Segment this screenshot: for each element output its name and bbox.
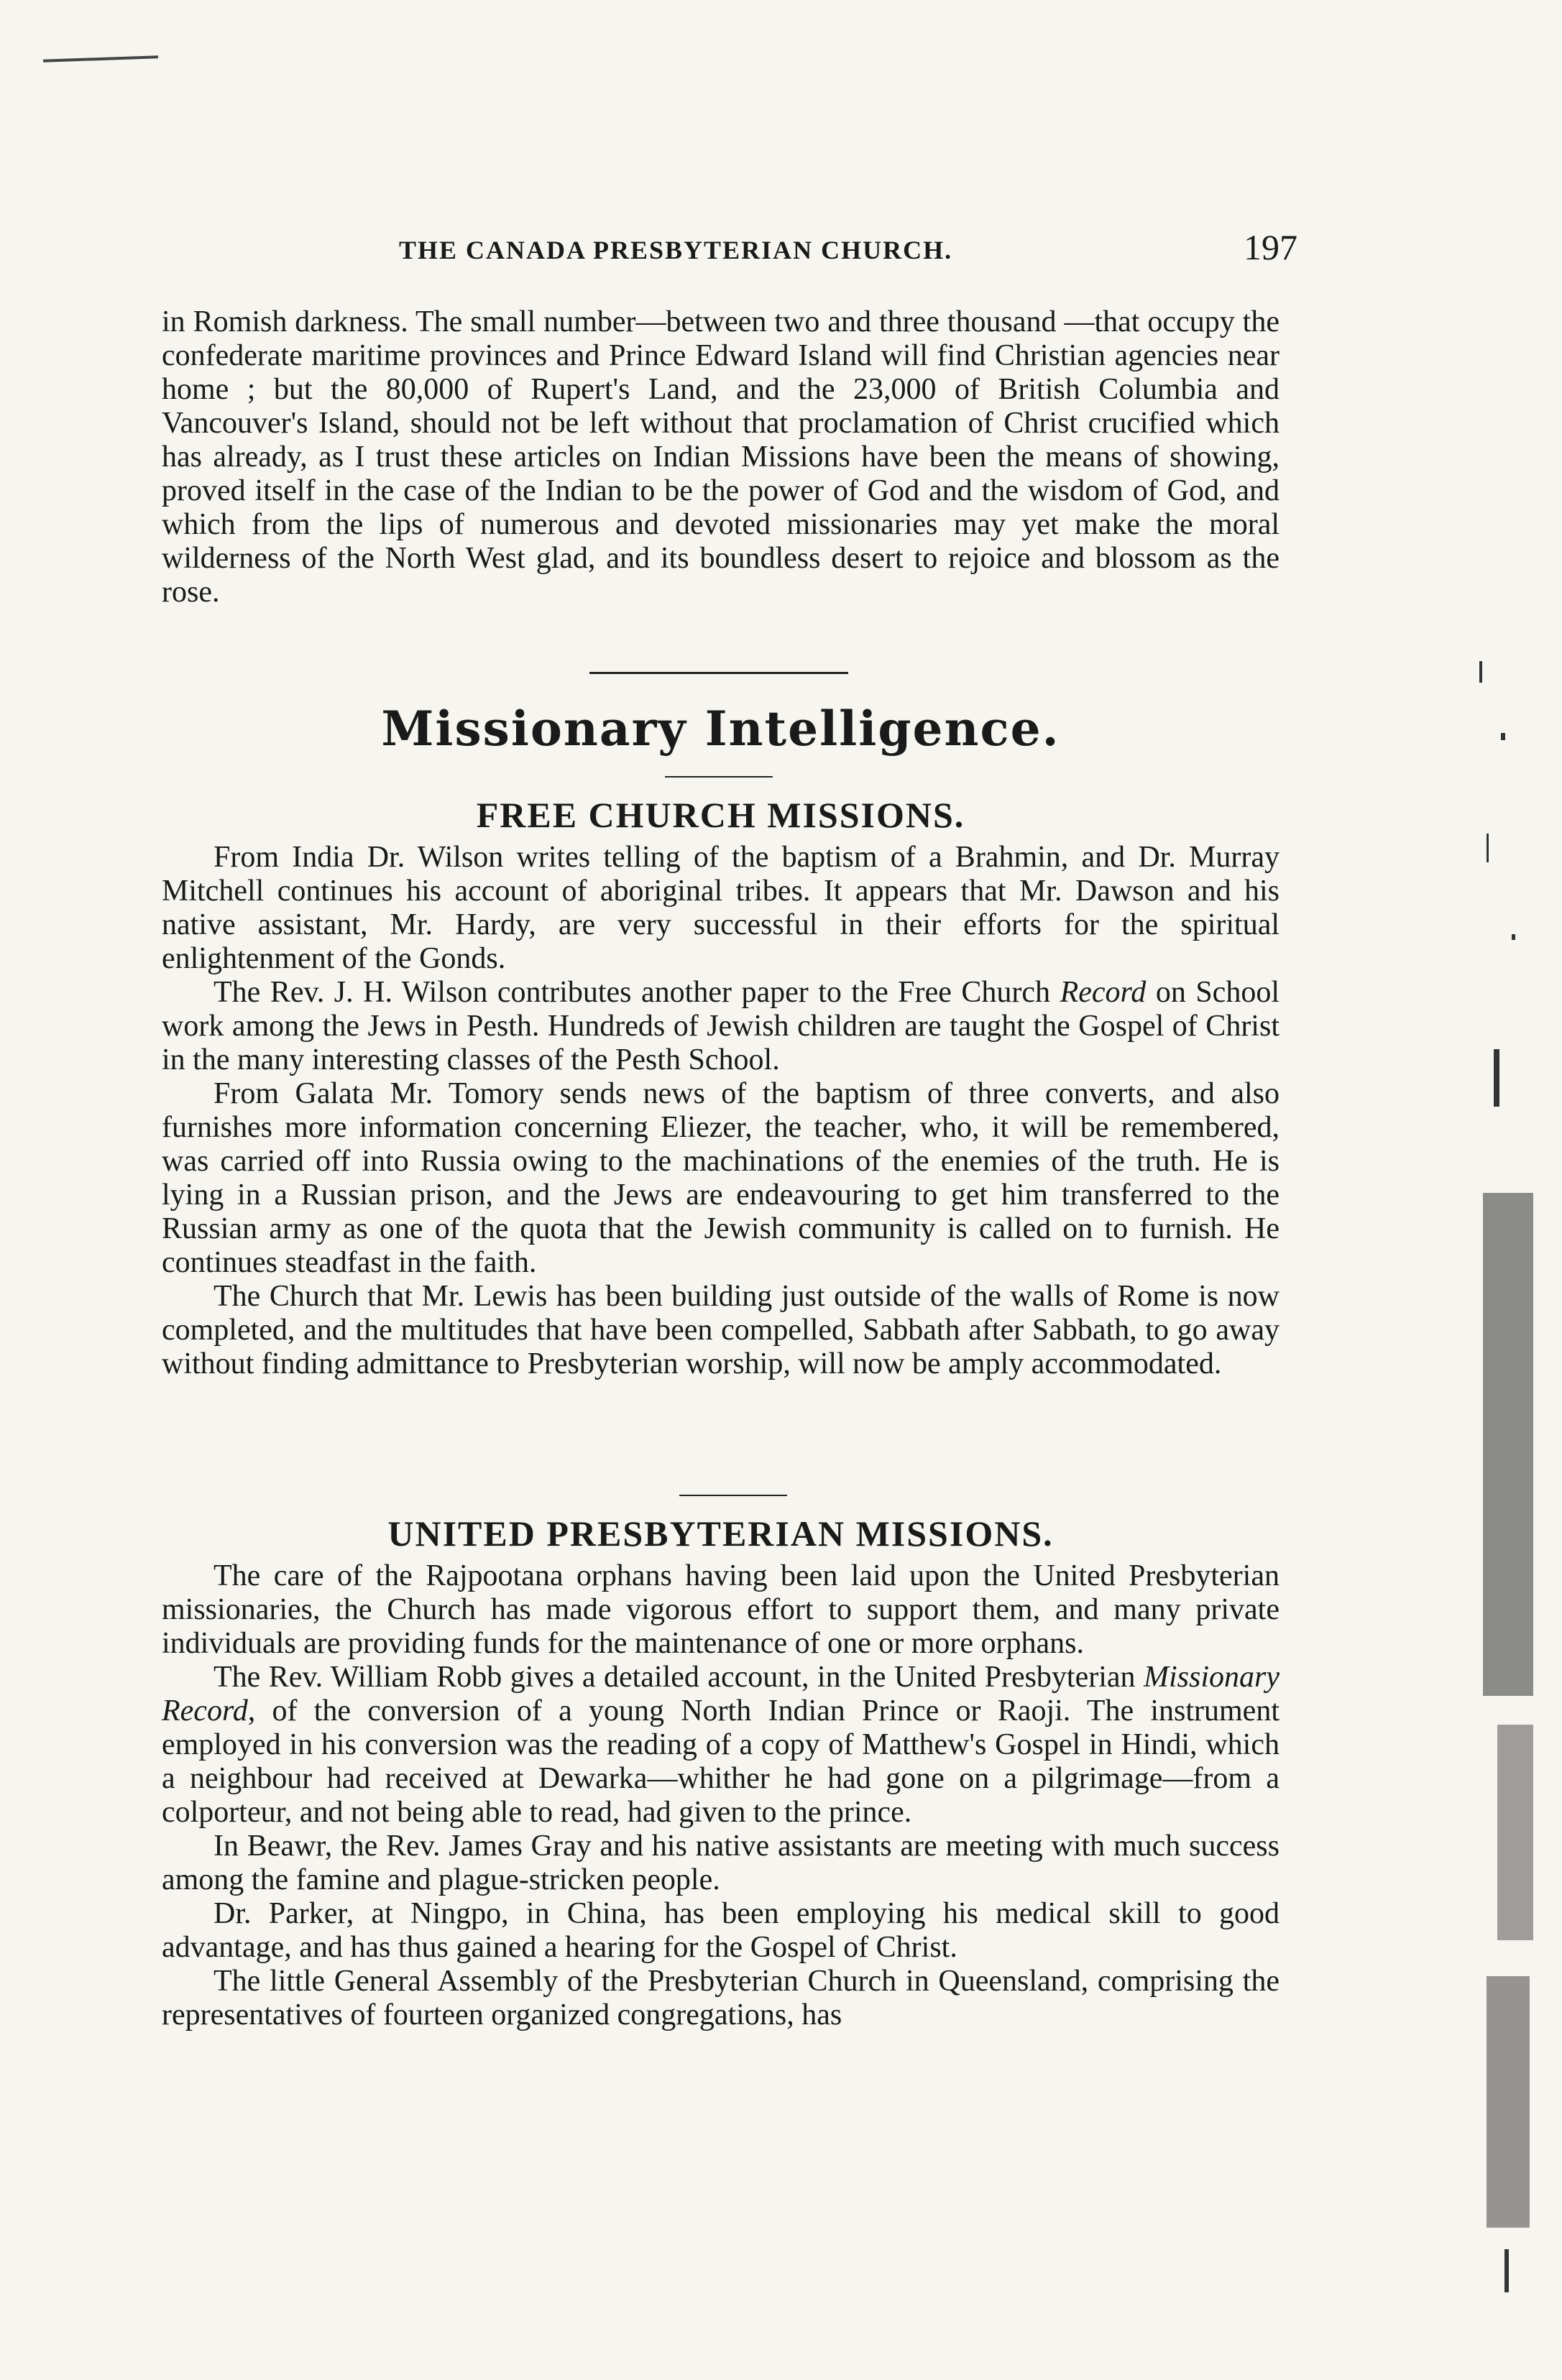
opening-paragraph-block	[162, 305, 1280, 609]
italic-title: Missionary Record	[162, 1661, 1280, 1728]
section-title: Missionary Intelligence.	[381, 701, 1060, 757]
paragraph: From India Dr. Wilson writes telling of the baptism of a Brahmin, and Dr. Murray Mitchell continues his account of aboriginal tribes. It appears that Mr. Dawson and his native assistant, Mr. Hardy, are very successful in their efforts for the spiritual enlightenment of the Gonds.	[162, 841, 1280, 975]
stray-ink-mark	[43, 55, 158, 63]
running-head	[399, 226, 1297, 277]
united-presbyterian-heading: UNITED PRESBYTERIAN MISSIONS.	[387, 1513, 1054, 1554]
paragraph: The Rev. J. H. Wilson contributes another paper to the Free Church Record on School work among the Jews in Pesth. Hundreds of Jewish children are taught the Gospel of Christ in the many interesting classes of the Pesth School.	[162, 976, 1280, 1076]
paragraph: The Church that Mr. Lewis has been building just outside of the walls of Rome is now completed, and the multitudes that have been compelled, Sabbath after Sabbath, to go away without finding admittance to Presbyterian worship, will now be amply accommodated.	[162, 1280, 1280, 1380]
paragraph: The Rev. William Robb gives a detailed account, in the United Presbyterian Missionary Record, of the conversion of a young North Indian Prince or Raoji. The instrument employed in his conversion was the reading of a copy of Matthew's Gospel in Hindi, which a neighbour had received at Dewarka—whither he had gone on a pilgrimage—from a colporteur, and not being able to read, had given to the prince.	[162, 1661, 1280, 1829]
opening-paragraph: in Romish darkness. The small number—between two and three thousand —that occupy the confederate maritime provinces and Prince Edward Island will find Christian agencies near home ; but the 80,000 of Rupert's Land, and the 23,000 of British Columbia and Vancouver's Island, should not be left without that proclamation of Christ crucified which has already, as I trust these articles on Indian Missions have been the means of showing, proved itself in the case of the Indian to be the power of God and the wisdom of God, and which from the lips of numerous and devoted missionaries may yet make the moral wilderness of the North West glad, and its boundless desert to rejoice and blossom as the rose.	[162, 305, 1280, 609]
section-title-underline	[665, 776, 773, 778]
sub-section-divider	[679, 1495, 787, 1496]
section-divider	[589, 672, 848, 674]
paragraph: The care of the Rajpootana orphans having been laid upon the United Presbyterian missionaries, the Church has made vigorous effort to support them, and many private individuals are providing funds for the maintenance of one or more orphans.	[162, 1559, 1280, 1660]
paragraph: From Galata Mr. Tomory sends news of the baptism of three converts, and also furnishes more information concerning Eliezer, the teacher, who, it will be remembered, was carried off into Russia owing to the machinations of the enemies of the truth. He is lying in a Russian prison, and the Jews are endeavouring to get him transferred to the Russian army as one of the quota that the Jewish community is called on to furnish. He continues steadfast in the faith.	[162, 1077, 1280, 1279]
page-number: 197	[1244, 227, 1297, 267]
running-head-title: THE CANADA PRESBYTERIAN CHURCH.	[399, 236, 953, 264]
free-church-section	[162, 841, 1280, 1381]
united-presbyterian-section	[162, 1559, 1280, 2032]
paragraph: In Beawr, the Rev. James Gray and his native assistants are meeting with much success among the famine and plague-stricken people.	[162, 1830, 1280, 1896]
free-church-heading: FREE CHURCH MISSIONS.	[476, 795, 965, 835]
italic-title: Record	[1060, 976, 1147, 1009]
scan-edge-speckle	[1472, 647, 1544, 2335]
paragraph: The little General Assembly of the Presbyterian Church in Queensland, comprising the representatives of fourteen organized congregations, has	[162, 1965, 1280, 2031]
paragraph: Dr. Parker, at Ningpo, in China, has been employing his medical skill to good advantage, and has thus gained a hearing for the Gospel of Christ.	[162, 1897, 1280, 1964]
